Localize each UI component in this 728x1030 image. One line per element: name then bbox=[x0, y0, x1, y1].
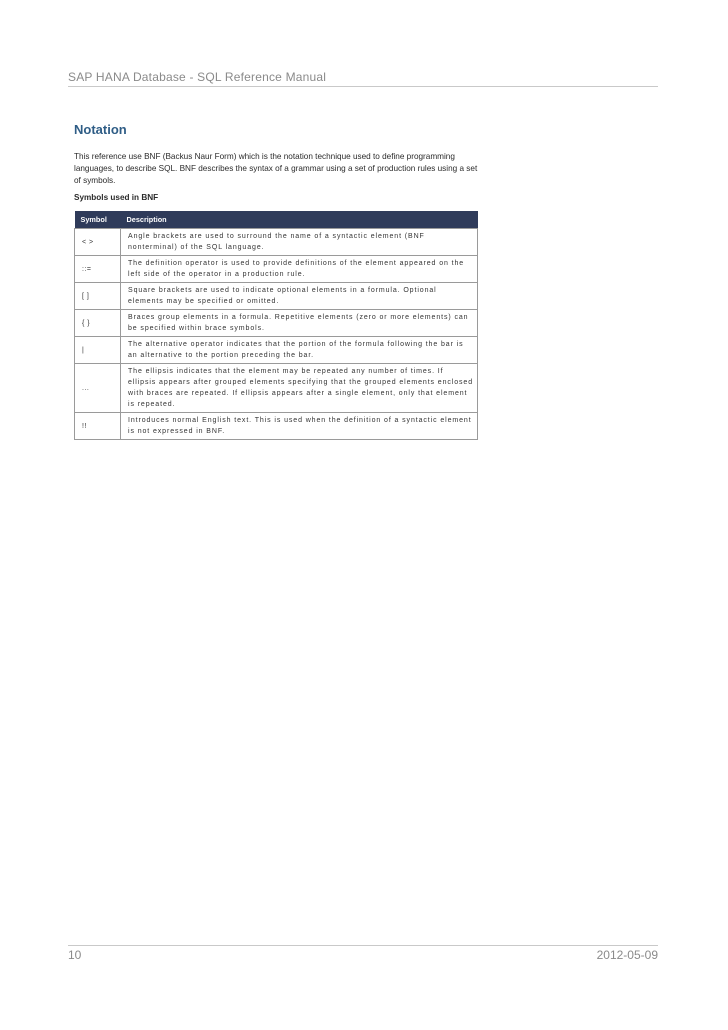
table-subheading: Symbols used in BNF bbox=[74, 193, 159, 202]
description-cell: Introduces normal English text. This is used when the definition of a syntactic element is not expressed in BNF. bbox=[121, 413, 478, 440]
table-row bbox=[75, 229, 478, 256]
document-header: SAP HANA Database - SQL Reference Manual bbox=[68, 70, 327, 84]
description-cell: The definition operator is used to provide definitions of the element appeared on the left side of the operator in a production rule. bbox=[121, 256, 478, 283]
column-header-description: Description bbox=[121, 211, 478, 229]
table-header-row bbox=[75, 211, 478, 229]
symbol-cell: { } bbox=[75, 310, 121, 337]
document-date: 2012-05-09 bbox=[596, 948, 658, 962]
description-cell: The ellipsis indicates that the element may be repeated any number of times. If ellipsis appears after grouped elements specifying that the grouped elements enclosed with braces are repeated. If ellipsis appears after a single element, only that element is repeated. bbox=[121, 364, 478, 413]
symbol-cell: | bbox=[75, 337, 121, 364]
column-header-symbol: Symbol bbox=[75, 211, 121, 229]
description-cell: The alternative operator indicates that the portion of the formula following the bar is an alternative to the portion preceding the bar. bbox=[121, 337, 478, 364]
symbol-cell: !! bbox=[75, 413, 121, 440]
table-row bbox=[75, 283, 478, 310]
description-cell: Square brackets are used to indicate optional elements in a formula. Optional elements may be specified or omitted. bbox=[121, 283, 478, 310]
section-title: Notation bbox=[74, 122, 127, 137]
table-row bbox=[75, 364, 478, 413]
header-divider bbox=[68, 86, 658, 87]
table-row bbox=[75, 337, 478, 364]
page-number: 10 bbox=[68, 948, 82, 962]
bnf-symbols-table bbox=[74, 211, 478, 440]
symbol-cell: ... bbox=[75, 364, 121, 413]
description-cell: Braces group elements in a formula. Repetitive elements (zero or more elements) can be specified within brace symbols. bbox=[121, 310, 478, 337]
symbol-cell: [ ] bbox=[75, 283, 121, 310]
symbol-cell: ::= bbox=[75, 256, 121, 283]
intro-paragraph: This reference use BNF (Backus Naur Form) which is the notation technique used to define programming languages, to describe SQL. BNF describes the syntax of a grammar using a set of production rules using a set of symbols. bbox=[74, 152, 478, 185]
description-cell: Angle brackets are used to surround the name of a syntactic element (BNF nonterminal) of the SQL language. bbox=[121, 229, 478, 256]
table-row bbox=[75, 310, 478, 337]
symbol-cell: < > bbox=[75, 229, 121, 256]
table-row bbox=[75, 256, 478, 283]
table-row bbox=[75, 413, 478, 440]
footer-divider bbox=[68, 945, 658, 946]
